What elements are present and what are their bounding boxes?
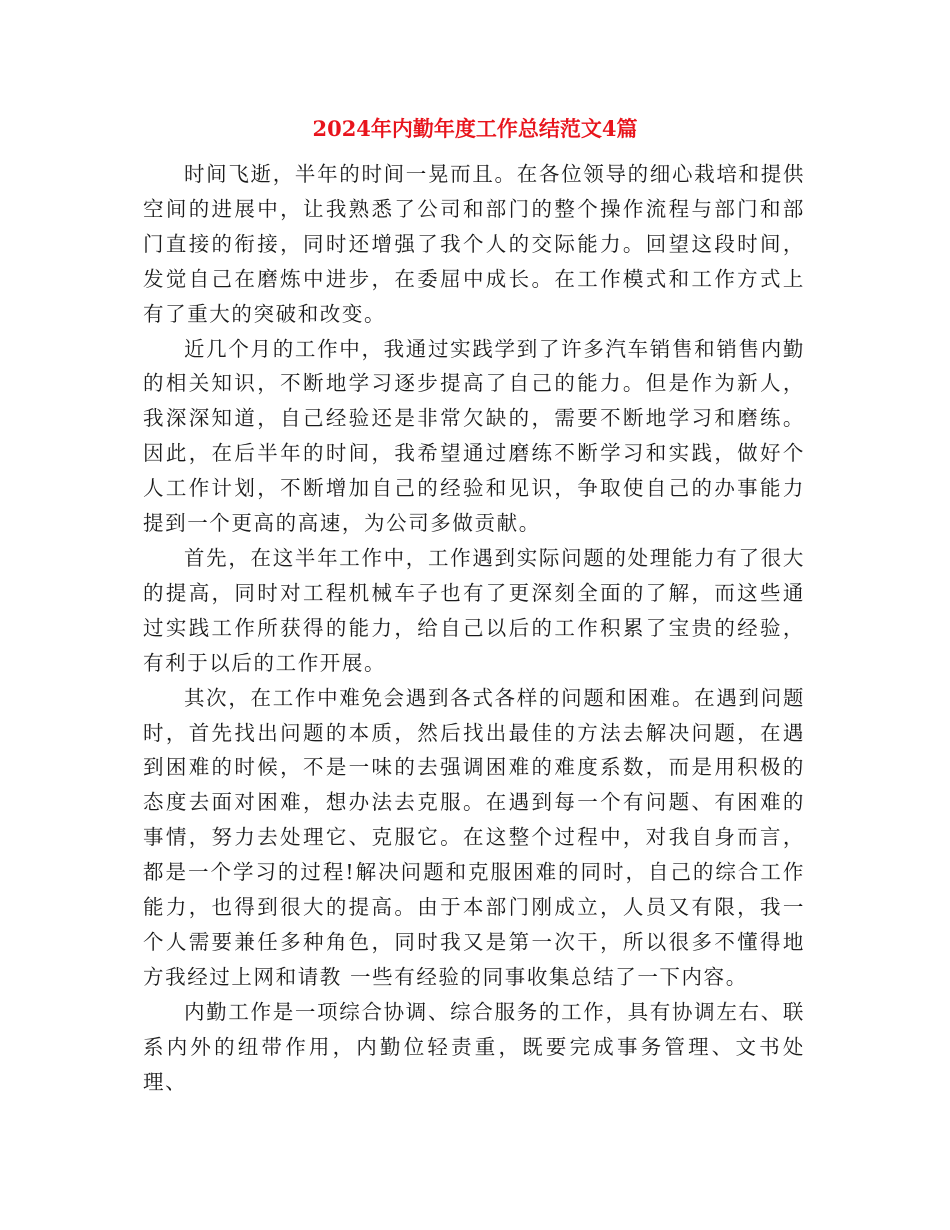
paragraph-1: 时间飞逝，半年的时间一晃而且。在各位领导的细心栽培和提供空间的进展中，让我熟悉了公司和部门的整个操作流程与部门和部门直接的衔接，同时还增强了我个人的交际能力。回望这段时间，发觉自己在磨炼中进步，在委屈中成长。在工作模式和工作方式上有了重大的突破和改变。	[143, 162, 805, 326]
paragraph-3: 首先，在这半年工作中，工作遇到实际问题的处理能力有了很大的提高，同时对工程机械车子也有了更深刻全面的了解，而这些通过实践工作所获得的能力，给自己以后的工作积累了宝贵的经验，有利于以后的工作开展。	[143, 545, 805, 675]
paragraph-5: 内勤工作是一项综合协调、综合服务的工作，具有协调左右、联系内外的纽带作用，内勤位轻责重，既要完成事务管理、文书处理、	[143, 999, 805, 1094]
paragraph-4: 其次，在工作中难免会遇到各式各样的问题和困难。在遇到问题时，首先找出问题的本质，然后找出最佳的方法去解决问题，在遇到困难的时候，不是一味的去强调困难的难度系数，而是用积极的态度去面对困难，想办法去克服。在遇到每一个有问题、有困难的事情，努力去处理它、克服它。在这整个过程中，对我自身而言，都是一个学习的过程!解决问题和克服困难的同时，自己的综合工作能力，也得到很大的提高。由于本部门刚成立，人员又有限，我一个人需要兼任多种角色，同时我又是第一次干，所以很多不懂得地方我经过上网和请教 一些有经验的同事收集总结了一下内容。	[143, 685, 805, 989]
document-body	[143, 157, 805, 1099]
paragraph-2: 近几个月的工作中，我通过实践学到了许多汽车销售和销售内勤的相关知识，不断地学习逐步提高了自己的能力。但是作为新人，我深深知道，自己经验还是非常欠缺的，需要不断地学习和磨练。因此，在后半年的时间，我希望通过磨练不断学习和实践，做好个人工作计划，不断增加自己的经验和见识，争取使自己的办事能力提到一个更高的高速，为公司多做贡献。	[143, 336, 805, 536]
document-title: 2024年内勤年度工作总结范文4篇	[312, 116, 638, 141]
